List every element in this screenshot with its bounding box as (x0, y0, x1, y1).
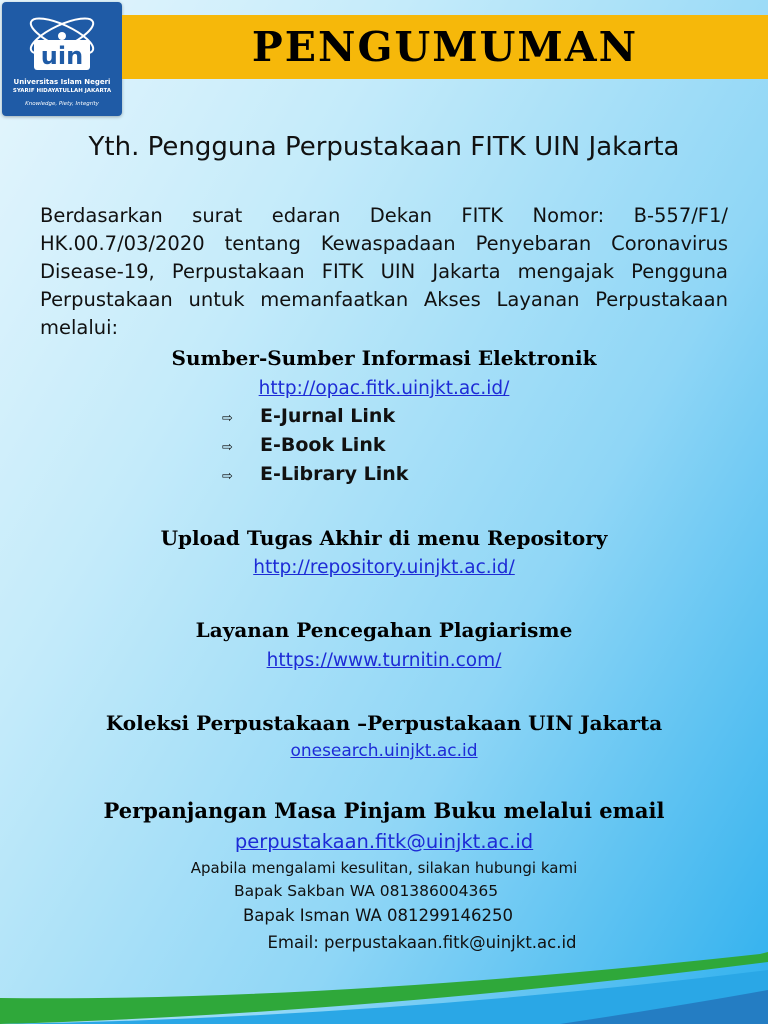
item-label: E-Jurnal Link (260, 405, 396, 427)
section-heading-repository: Upload Tugas Akhir di menu Repository (160, 526, 608, 550)
uin-logo (2, 2, 122, 116)
page-title: PENGUMUMAN (251, 23, 639, 71)
turnitin-link[interactable]: https://www.turnitin.com/ (266, 650, 502, 671)
section-heading-collection: Koleksi Perpustakaan –Perpustakaan UIN Jakarta (105, 711, 663, 735)
logo-university: Universitas Islam Negeri (13, 78, 111, 86)
title-banner (122, 15, 768, 79)
decorative-swoosh (0, 940, 768, 1024)
email-link[interactable]: perpustakaan.fitk@uinjkt.ac.id (234, 830, 534, 853)
contact-email: Email: perpustakaan.fitk@uinjkt.ac.id (267, 933, 577, 952)
repository-link[interactable]: http://repository.uinjkt.ac.id/ (253, 557, 515, 578)
list-item-ebook[interactable] (222, 434, 386, 460)
arrow-icon: ⇨ (222, 440, 233, 455)
item-label: E-Book Link (260, 434, 386, 456)
section-heading-eresources: Sumber-Sumber Informasi Elektronik (171, 346, 597, 370)
onesearch-link[interactable]: onesearch.uinjkt.ac.id (290, 741, 478, 761)
opac-link[interactable]: http://opac.fitk.uinjkt.ac.id/ (258, 378, 510, 399)
section-heading-plagiarism: Layanan Pencegahan Plagiarisme (195, 618, 573, 642)
logo-campus: SYARIF HIDAYATULLAH JAKARTA (12, 88, 112, 94)
list-item-elibrary[interactable] (222, 463, 408, 489)
contact-person-1: Bapak Sakban WA 081386004365 (233, 882, 499, 900)
logo-short-text: uin (40, 42, 84, 70)
contact-person-2: Bapak Isman WA 081299146250 (242, 906, 514, 925)
logo-motto: Knowledge, Piety, Integrity (25, 101, 99, 107)
section-heading-loan-extension: Perpanjangan Masa Pinjam Buku melalui email (103, 798, 665, 823)
item-label: E-Library Link (260, 463, 409, 485)
arrow-icon: ⇨ (222, 469, 233, 484)
greeting: Yth. Pengguna Perpustakaan FITK UIN Jakarta (88, 132, 680, 162)
contact-note: Apabila mengalami kesulitan, silakan hubungi kami (190, 859, 578, 877)
atom-emblem-icon (20, 6, 104, 78)
intro-paragraph: Berdasarkan surat edaran Dekan FITK Nomor: B-557/F1/ HK.00.7/03/2020 tentang Kewaspadaan Penyebaran Coronavirus Disease-19, Perpustakaan FITK UIN Jakarta mengajak Pengguna Perpustakaan untuk memanfaatkan Akses Layanan Perpustakaan melalui: (40, 204, 728, 339)
arrow-icon: ⇨ (222, 411, 233, 426)
list-item-ejurnal[interactable] (222, 405, 395, 431)
